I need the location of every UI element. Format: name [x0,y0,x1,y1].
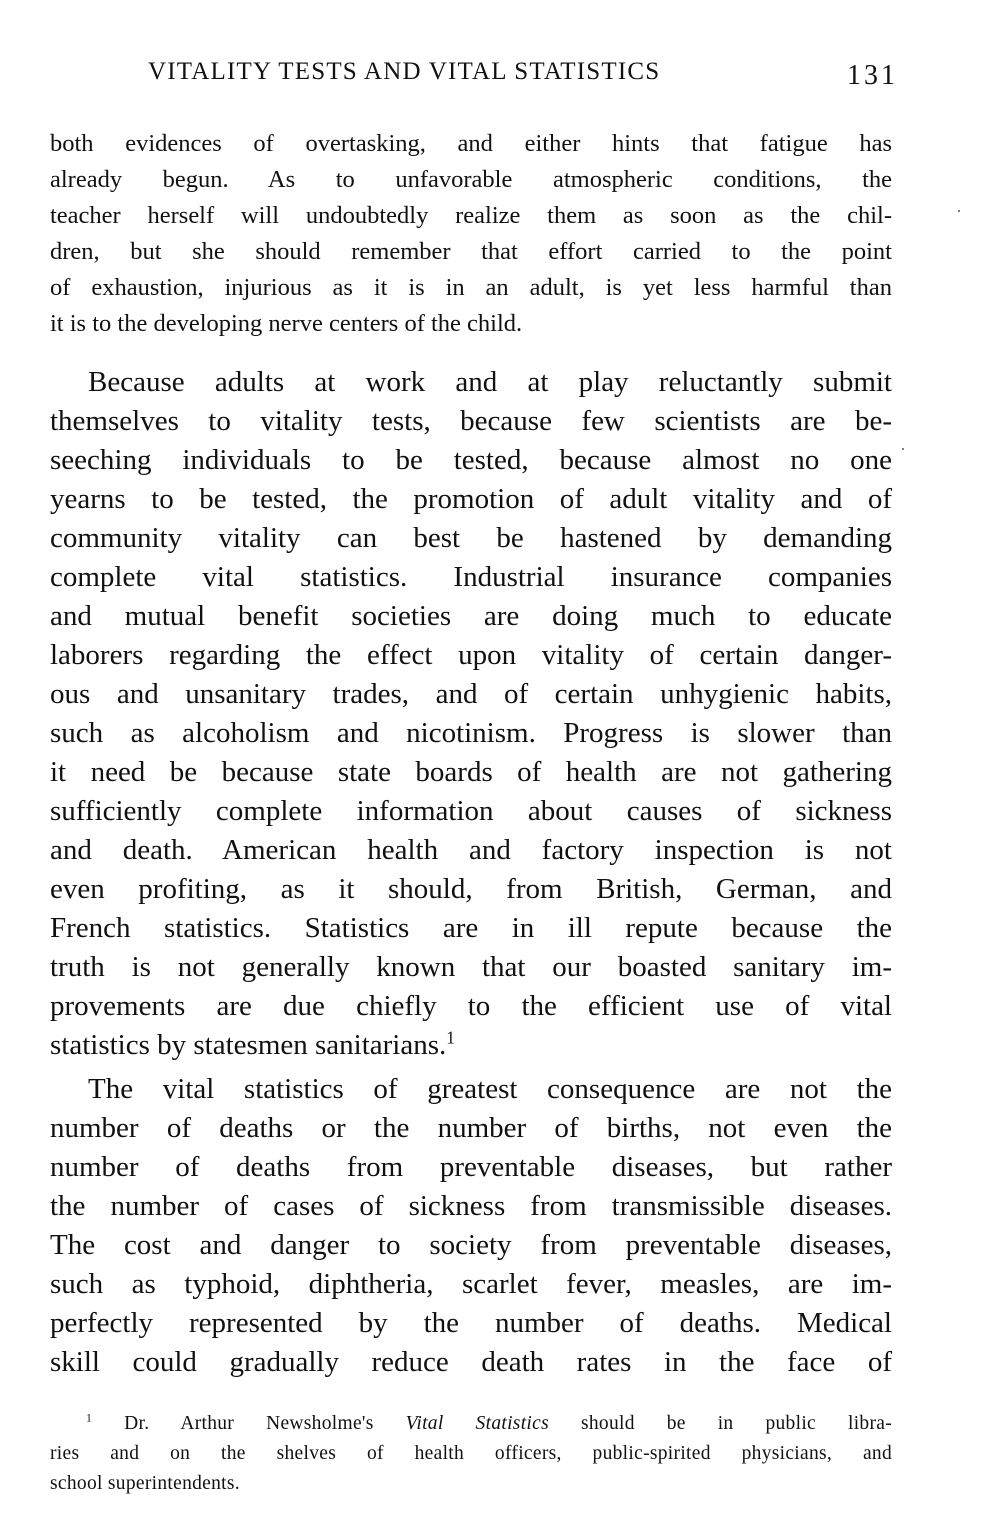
text-line: yearns to be tested, the promotion of adult vitality and of [50,483,892,515]
text-line: number of deaths from preventable diseases, but rather [50,1151,892,1183]
text-line: even profiting, as it should, from British, German, and [50,873,892,905]
footnote-first-line [86,1410,892,1438]
footnote-book-title: Vital Statistics [405,1413,549,1434]
text-line: French statistics. Statistics are in ill repute because the [50,912,892,944]
text-line: of exhaustion, injurious as it is in an adult, is yet less harmful than [50,274,892,301]
text-line: Because adults at work and at play reluctantly submit [88,366,892,398]
text-line: The cost and danger to society from preventable diseases, [50,1229,892,1261]
text-line-with-footnote-ref [50,1025,892,1065]
text-line: seeching individuals to be tested, because almost no one [50,444,892,476]
scan-speck [902,448,904,450]
footnote-reference[interactable]: 1 [446,1027,455,1048]
text-line: truth is not generally known that our boasted sanitary im- [50,951,892,983]
text-line: complete vital statistics. Industrial insurance companies [50,561,892,593]
text-line: teacher herself will undoubtedly realize them as soon as the chil- [50,202,892,229]
footnote-text: Dr. Arthur Newsholme's [124,1413,406,1434]
text-line: such as typhoid, diphtheria, scarlet fever, measles, are im- [50,1268,892,1300]
page-number: 131 [847,60,898,91]
text-line: and mutual benefit societies are doing much to educate [50,600,892,632]
text-line: it need be because state boards of health are not gathering [50,756,892,788]
scan-speck [958,210,960,212]
text-line: sufficiently complete information about causes of sickness [50,795,892,827]
footnote-text: should be in public libra- [548,1413,892,1434]
text-line: such as alcoholism and nicotinism. Progress is slower than [50,717,892,749]
footnote-line: ries and on the shelves of health officers, public-spirited physicians, and [50,1443,892,1464]
text-line: the number of cases of sickness from transmissible diseases. [50,1190,892,1222]
text-line: dren, but she should remember that effort carried to the point [50,238,892,265]
text-line: already begun. As to unfavorable atmospheric conditions, the [50,166,892,193]
text-line: themselves to vitality tests, because few scientists are be- [50,405,892,437]
text-line: perfectly represented by the number of deaths. Medical [50,1307,892,1339]
text-line: community vitality can best be hastened by demanding [50,522,892,554]
text-line: and death. American health and factory inspection is not [50,834,892,866]
running-head [148,58,898,98]
text-line: it is to the developing nerve centers of the child. [50,310,523,337]
text-line: both evidences of overtasking, and either hints that fatigue has [50,130,892,157]
text-line: ous and unsanitary trades, and of certain unhygienic habits, [50,678,892,710]
footnote-line: school superintendents. [50,1473,240,1494]
text-line: laborers regarding the effect upon vitality of certain danger- [50,639,892,671]
text-line: The vital statistics of greatest consequence are not the [88,1073,892,1105]
text-line: provements are due chiefly to the efficient use of vital [50,990,892,1022]
text-line: statistics by statesmen sanitarians. [50,1029,447,1061]
running-title: VITALITY TESTS AND VITAL STATISTICS [148,58,661,85]
footnote-marker: 1 [86,1411,93,1425]
text-line: skill could gradually reduce death rates in the face of [50,1346,892,1378]
text-line: number of deaths or the number of births, not even the [50,1112,892,1144]
